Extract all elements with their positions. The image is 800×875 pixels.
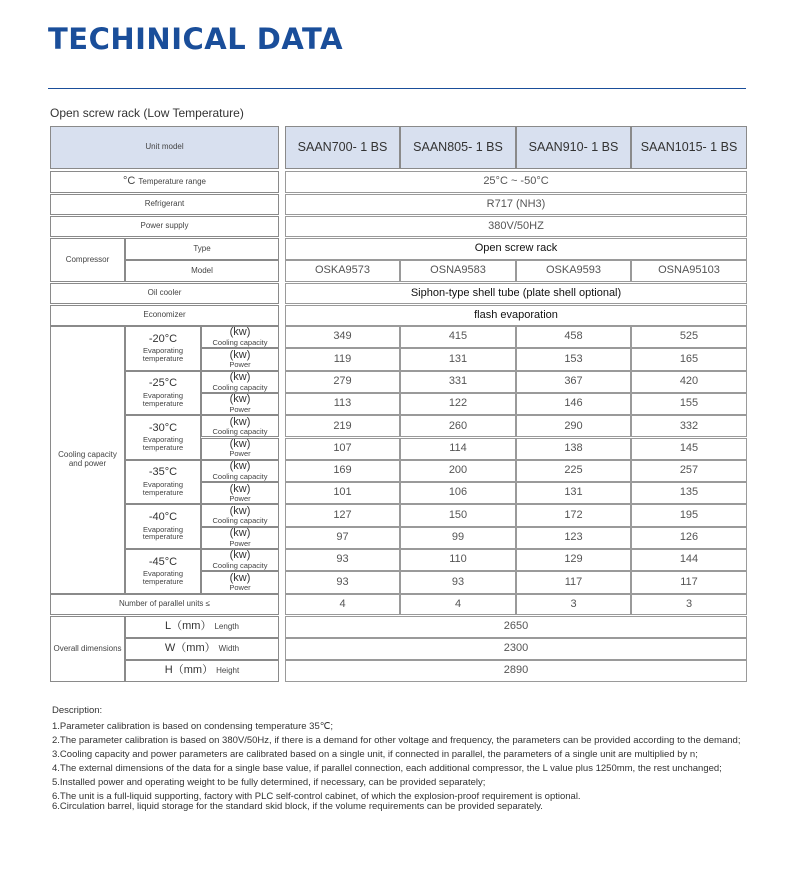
evap-temp-cell	[125, 326, 201, 371]
power-text: Power	[229, 538, 251, 548]
power-value: 122	[400, 393, 516, 415]
description-item: 5.Installed power and operating weight to be fully determined, if necessary, can be provided separately;	[52, 777, 486, 788]
kw-unit: (kw)	[229, 549, 251, 562]
cooling-capacity-value: 420	[631, 371, 747, 393]
power-supply-value: 380V/50HZ	[285, 216, 747, 237]
cooling-capacity-value: 279	[285, 371, 400, 393]
model-header: SAAN805- 1 BS	[400, 126, 516, 169]
power-value: 93	[285, 571, 400, 593]
cooling-capacity-label	[201, 549, 279, 571]
power-value: 117	[631, 571, 747, 593]
evap-temp-value: -30°C	[148, 421, 178, 434]
temp-range-text: Temperature range	[138, 176, 206, 186]
evap-temp-value: -45°C	[148, 555, 178, 568]
power-value: 117	[516, 571, 631, 593]
power-value: 107	[285, 438, 400, 460]
description-item: 6.Circulation barrel, liquid storage for the standard skid block, if the volume requirements can be provided separately.	[52, 801, 543, 812]
refrigerant-value: R717 (NH3)	[285, 194, 747, 215]
power-value: 123	[516, 527, 631, 549]
power-value: 119	[285, 348, 400, 370]
cooling-capacity-text: Cooling capacity	[212, 516, 268, 526]
cooling-capacity-value: 225	[516, 460, 631, 482]
kw-unit: (kw)	[229, 571, 251, 584]
model-header: SAAN700- 1 BS	[285, 126, 400, 169]
evap-label-line2: temperature	[142, 398, 184, 408]
dimension-name: Height	[216, 665, 240, 675]
evap-label-line2: temperature	[142, 354, 184, 364]
power-value: 126	[631, 527, 747, 549]
dimension-unit: W（mm）	[164, 642, 216, 655]
kw-unit: (kw)	[229, 504, 251, 517]
dimension-name: Width	[218, 643, 240, 653]
cooling-capacity-value: 150	[400, 504, 516, 526]
description-item: 6.The unit is a full-liquid supporting, factory with PLC self-control cabinet, of which the explosion-proof requirement is optional.	[52, 791, 581, 802]
cooling-capacity-value: 172	[516, 504, 631, 526]
cooling-capacity-text: Cooling capacity	[212, 471, 268, 481]
compressor-label: Compressor	[50, 238, 125, 282]
cooling-capacity-text: Cooling capacity	[212, 427, 268, 437]
evap-label-line2: temperature	[142, 487, 184, 497]
evap-temp-value: -35°C	[148, 466, 178, 479]
evap-label-line1: Evaporating	[142, 390, 184, 400]
power-label	[201, 393, 279, 415]
cooling-capacity-value: 129	[516, 549, 631, 571]
celsius-symbol: °C	[123, 175, 136, 188]
power-label	[201, 348, 279, 370]
evap-label-line2: temperature	[142, 443, 184, 453]
parallel-units-value: 3	[631, 594, 747, 615]
unit-model-label: Unit model	[50, 126, 279, 169]
compressor-model-label: Model	[125, 260, 279, 282]
compressor-model-value: OSKA9593	[516, 260, 631, 282]
power-text: Power	[229, 449, 251, 459]
economizer-value: flash evaporation	[285, 305, 747, 326]
evap-temp-cell	[125, 415, 201, 460]
power-text: Power	[229, 494, 251, 504]
dimension-value: 2650	[285, 616, 747, 638]
description-item: 3.Cooling capacity and power parameters are calibrated based on a single unit, if connected in parallel, the parameters of a single unit are multiplied by n;	[52, 749, 698, 760]
kw-unit: (kw)	[229, 326, 251, 339]
parallel-units-label: Number of parallel units ≤	[50, 594, 279, 615]
description-item: 4.The external dimensions of the data for a single base value, if parallel connection, each additional compressor, the L value plus 1250mm, the rest unchanged;	[52, 763, 722, 774]
power-value: 165	[631, 348, 747, 370]
economizer-label: Economizer	[50, 305, 279, 326]
dimension-label	[125, 638, 279, 660]
power-value: 101	[285, 482, 400, 504]
cooling-capacity-value: 415	[400, 326, 516, 348]
power-label	[201, 482, 279, 504]
evap-temp-cell	[125, 504, 201, 549]
evap-temp-cell	[125, 460, 201, 505]
cooling-capacity-label	[201, 415, 279, 437]
power-value: 145	[631, 438, 747, 460]
power-value: 114	[400, 438, 516, 460]
dimension-value: 2890	[285, 660, 747, 682]
cooling-capacity-value: 257	[631, 460, 747, 482]
kw-unit: (kw)	[229, 348, 251, 361]
cooling-capacity-value: 458	[516, 326, 631, 348]
cooling-capacity-value: 169	[285, 460, 400, 482]
cooling-capacity-label	[201, 371, 279, 393]
compressor-model-value: OSKA9573	[285, 260, 400, 282]
power-value: 131	[400, 348, 516, 370]
power-supply-label: Power supply	[50, 216, 279, 237]
cooling-capacity-value: 331	[400, 371, 516, 393]
temp-range-label	[50, 171, 279, 193]
evap-label-line1: Evaporating	[142, 435, 184, 445]
cooling-capacity-value: 525	[631, 326, 747, 348]
power-value: 113	[285, 393, 400, 415]
compressor-type-value: Open screw rack	[285, 238, 747, 260]
evap-label-line2: temperature	[142, 532, 184, 542]
compressor-model-value: OSNA95103	[631, 260, 747, 282]
power-label	[201, 571, 279, 593]
evap-temp-value: -40°C	[148, 511, 178, 524]
power-value: 138	[516, 438, 631, 460]
power-label	[201, 438, 279, 460]
dimension-name: Length	[214, 621, 239, 631]
kw-unit: (kw)	[229, 393, 251, 406]
cooling-capacity-text: Cooling capacity	[212, 382, 268, 392]
evap-temp-value: -20°C	[148, 332, 178, 345]
power-value: 97	[285, 527, 400, 549]
oil-cooler-value: Siphon-type shell tube (plate shell optional)	[285, 283, 747, 304]
capacity-label-line2: and power	[68, 458, 107, 468]
dimensions-label: Overall dimensions	[50, 616, 125, 682]
cooling-capacity-value: 93	[285, 549, 400, 571]
compressor-type-label: Type	[125, 238, 279, 260]
evap-temp-cell	[125, 371, 201, 416]
cooling-capacity-label	[201, 326, 279, 348]
kw-unit: (kw)	[229, 460, 251, 473]
power-value: 146	[516, 393, 631, 415]
power-text: Power	[229, 360, 251, 370]
parallel-units-value: 4	[400, 594, 516, 615]
power-value: 153	[516, 348, 631, 370]
cooling-capacity-text: Cooling capacity	[212, 337, 268, 347]
kw-unit: (kw)	[229, 482, 251, 495]
table-subtitle: Open screw rack (Low Temperature)	[50, 106, 244, 120]
evap-label-line2: temperature	[142, 577, 184, 587]
cooling-capacity-value: 110	[400, 549, 516, 571]
cooling-capacity-value: 144	[631, 549, 747, 571]
oil-cooler-label: Oil cooler	[50, 283, 279, 304]
cooling-capacity-value: 367	[516, 371, 631, 393]
description-title: Description:	[52, 705, 103, 716]
cooling-capacity-value: 219	[285, 415, 400, 437]
power-value: 155	[631, 393, 747, 415]
cooling-capacity-value: 195	[631, 504, 747, 526]
page-title: TECHINICAL DATA	[48, 22, 344, 56]
capacity-label	[50, 326, 125, 594]
cooling-capacity-label	[201, 504, 279, 526]
cooling-capacity-value: 127	[285, 504, 400, 526]
dimension-unit: H（mm）	[164, 664, 214, 677]
cooling-capacity-label	[201, 460, 279, 482]
capacity-label-line1: Cooling capacity	[58, 450, 117, 460]
evap-label-line1: Evaporating	[142, 346, 184, 356]
parallel-units-value: 4	[285, 594, 400, 615]
dimension-value: 2300	[285, 638, 747, 660]
temp-range-value: 25°C ~ -50°C	[285, 171, 747, 193]
cooling-capacity-value: 200	[400, 460, 516, 482]
cooling-capacity-text: Cooling capacity	[212, 560, 268, 570]
cooling-capacity-value: 260	[400, 415, 516, 437]
dimension-label	[125, 660, 279, 682]
model-header: SAAN1015- 1 BS	[631, 126, 747, 169]
cooling-capacity-value: 332	[631, 415, 747, 437]
power-label	[201, 527, 279, 549]
evap-label-line1: Evaporating	[142, 479, 184, 489]
dimension-unit: L（mm）	[165, 620, 212, 633]
power-value: 106	[400, 482, 516, 504]
cooling-capacity-value: 290	[516, 415, 631, 437]
compressor-model-value: OSNA9583	[400, 260, 516, 282]
kw-unit: (kw)	[229, 437, 251, 450]
evap-label-line1: Evaporating	[142, 524, 184, 534]
evap-temp-cell	[125, 549, 201, 594]
power-value: 93	[400, 571, 516, 593]
parallel-units-value: 3	[516, 594, 631, 615]
model-header: SAAN910- 1 BS	[516, 126, 631, 169]
cooling-capacity-value: 349	[285, 326, 400, 348]
description-item: 1.Parameter calibration is based on condensing temperature 35℃;	[52, 721, 334, 732]
power-value: 135	[631, 482, 747, 504]
power-value: 99	[400, 527, 516, 549]
power-value: 131	[516, 482, 631, 504]
evap-temp-value: -25°C	[148, 377, 178, 390]
evap-label-line1: Evaporating	[142, 569, 184, 579]
description-block	[52, 704, 772, 814]
kw-unit: (kw)	[229, 527, 251, 540]
kw-unit: (kw)	[229, 415, 251, 428]
refrigerant-label: Refrigerant	[50, 194, 279, 215]
dimension-label	[125, 616, 279, 638]
kw-unit: (kw)	[229, 371, 251, 384]
power-text: Power	[229, 583, 251, 593]
power-text: Power	[229, 404, 251, 414]
description-item: 2.The parameter calibration is based on 380V/50Hz, if there is a demand for other voltage and frequency, the parameters can be provided according to the demand;	[52, 735, 741, 746]
